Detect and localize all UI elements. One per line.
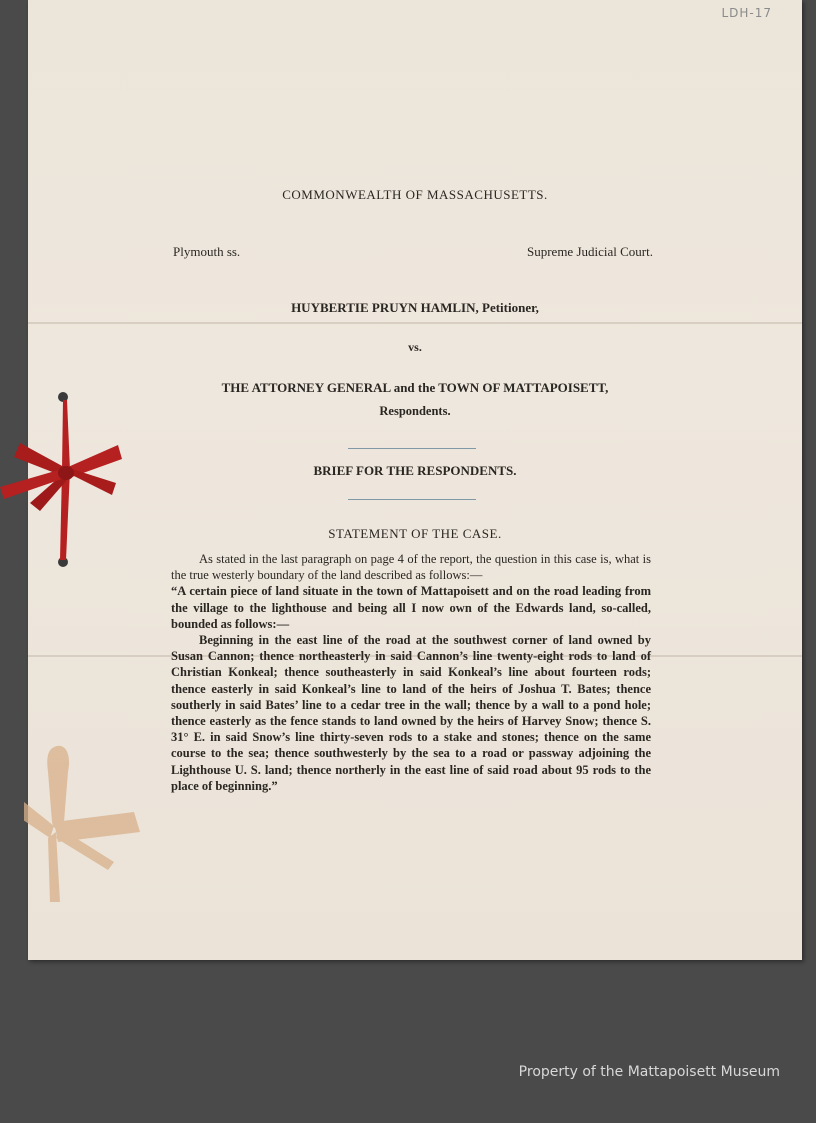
document-page	[28, 0, 802, 960]
respondents-line	[28, 380, 802, 396]
court-label: Supreme Judicial Court.	[526, 244, 653, 259]
quoted-deed-paragraph: “A certain piece of land situate in the town of Mattapoisett and on the road leading from the village to the lighthouse and being all I now own of the Edwards land, so-called, bounded as follows:—	[171, 584, 651, 631]
petitioner-role: , Petitioner,	[475, 300, 539, 315]
petitioner-name: HUYBERTIE PRUYN HAMLIN	[291, 300, 476, 315]
respondent-name-1: THE ATTORNEY GENERAL	[221, 380, 391, 395]
museum-watermark: Property of the Mattapoisett Museum	[518, 1064, 780, 1080]
page-heading: COMMONWEALTH OF MASSACHUSETTS.	[282, 187, 548, 202]
respondents-label: Respondents.	[379, 404, 451, 418]
brief-title: BRIEF FOR THE RESPONDENTS.	[313, 463, 517, 478]
divider-rule	[348, 499, 476, 500]
petitioner-line	[28, 300, 802, 316]
respondent-and: and the	[390, 380, 439, 395]
fold-line	[28, 322, 802, 324]
respondent-name-2: TOWN OF MATTAPOISETT	[438, 380, 606, 395]
case-statement-body	[171, 551, 651, 794]
county-label: Plymouth ss.	[173, 244, 241, 259]
ribbon-stain-icon	[24, 742, 154, 912]
versus-label: vs.	[408, 340, 422, 354]
respondent-comma: ,	[605, 380, 609, 395]
red-ribbon-icon	[0, 395, 180, 565]
statement-title: STATEMENT OF THE CASE.	[328, 526, 502, 541]
quoted-boundary-paragraph: Beginning in the east line of the road at the southwest corner of land owned by Susan Cannon; thence northeasterly in said Cannon’s line twenty-eight rods to land of Christian Konkeal; thence southeasterly in said Konkeal’s line about fourteen rods; thence easterly in said Konkeal’s line to land of the heirs of Joshua T. Bates; thence southerly in said Bates’ line to a cedar tree in the wall; thence by a wall to a pond hole; thence easterly as the fence stands to land owned by the heirs of Harvey Snow; thence S. 31° E. in said Snow’s line thirty-seven rods to a stake and stones; thence on the same course to the sea; thence southwesterly by the sea to a road or passway adjoining the Lighthouse U. S. land; thence northerly in the east line of said road about 95 rods to the place of beginning.”	[171, 633, 651, 793]
catalog-number: LDH-17	[721, 6, 772, 20]
intro-paragraph: As stated in the last paragraph on page 4 of the report, the question in this case is, what is the true westerly boundary of the land described as follows:—	[171, 552, 651, 583]
divider-rule	[348, 448, 476, 449]
